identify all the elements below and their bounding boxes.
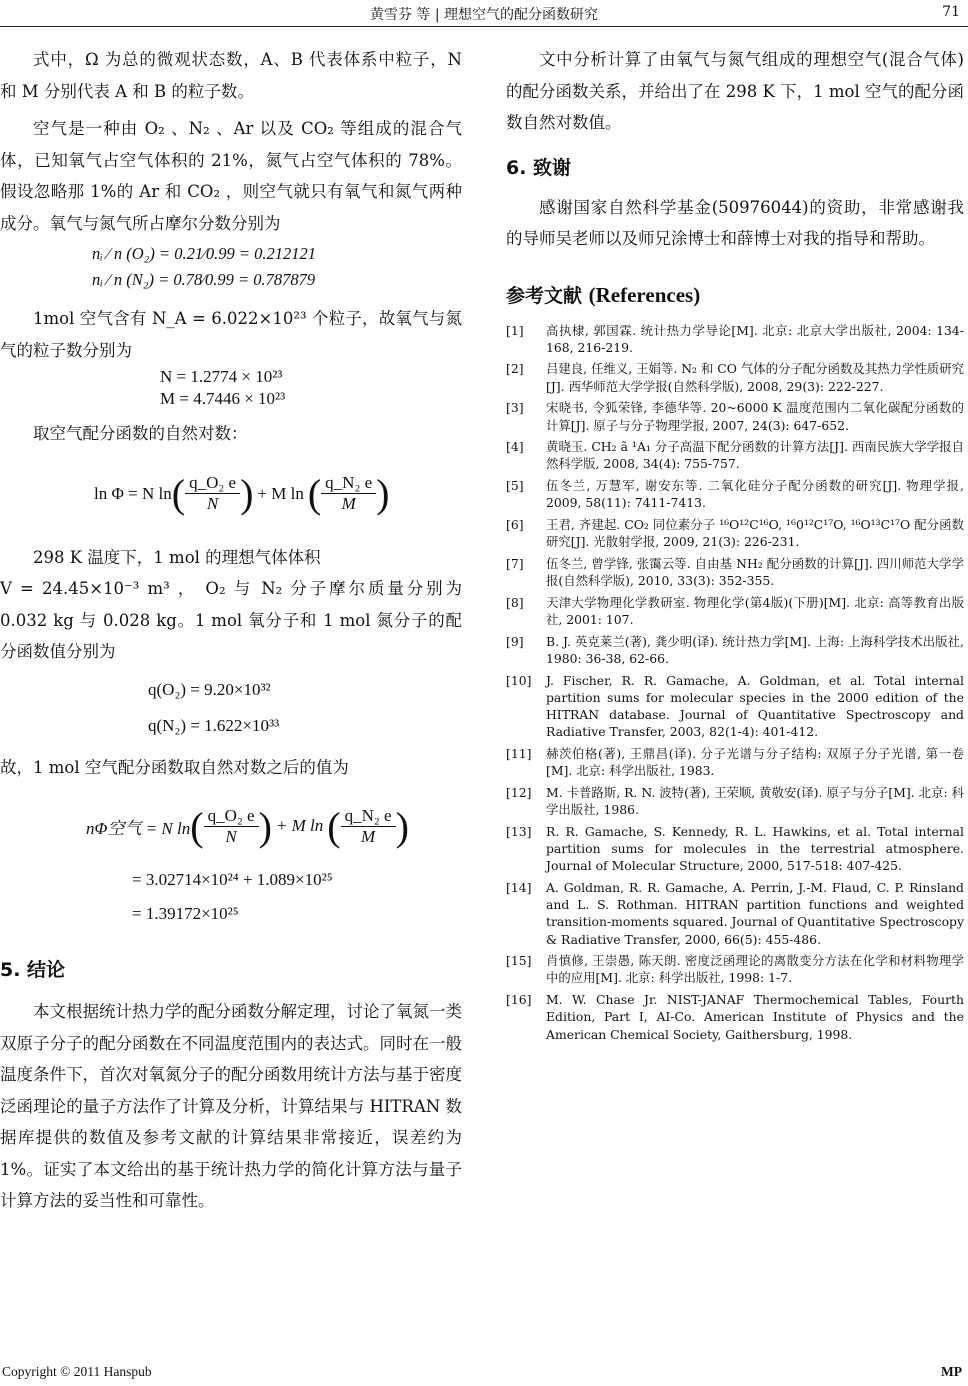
reference-number: [12] bbox=[506, 784, 532, 800]
para-avogadro: 1mol 空气含有 N_A = 6.022×10²³ 个粒子，故氧气与氮气的粒子数分别为 bbox=[0, 309, 462, 360]
references-title-en: (References) bbox=[588, 282, 701, 307]
reference-text: 王君, 齐建起. CO₂ 同位素分子 ¹⁶O¹²C¹⁶O, ¹⁶0¹²C¹⁷O, ¹⁶O¹³C¹⁷O 配分函数研究[J]. 光散射学报, 2009, 21(3): 226-231. bbox=[546, 517, 964, 550]
reference-text: M. 卡普路斯, R. N. 波特(著), 王荣顺, 黄敬安(译). 原子与分子[M]. 北京: 科学出版社, 1986. bbox=[546, 784, 964, 818]
equation-ln-phi bbox=[0, 458, 462, 530]
right-column bbox=[506, 44, 964, 1047]
copyright-notice: Copyright © 2011 Hanspub bbox=[2, 1364, 152, 1379]
references-title-cn: 参考文献 bbox=[506, 284, 583, 307]
air-fraction-n2-numerator: q_N₂ e bbox=[341, 806, 396, 827]
reference-number: [13] bbox=[506, 823, 532, 839]
running-header bbox=[0, 0, 968, 27]
section-6-heading: 6. 致谢 bbox=[506, 156, 572, 179]
references-heading bbox=[506, 281, 964, 308]
para-therefore: 故，1 mol 空气配分函数取自然对数之后的值为 bbox=[0, 757, 349, 777]
reference-item bbox=[506, 399, 964, 433]
right-paren-glyph: ) bbox=[376, 471, 390, 516]
right-paren-glyph: ) bbox=[240, 471, 254, 516]
reference-text: A. Goldman, R. R. Gamache, A. Perrin, J.-M. Flaud, C. P. Rinsland and L. S. Rothman. HITRAN partition functions and weighted transition-moments squared. Journal of Quantitative Spectroscopy & Radiative Transfer, 2000, 66(5): 455-486. bbox=[546, 879, 964, 947]
reference-text: 伍冬兰, 曾学锋, 张霭云等. 自由基 NH₂ 配分函数的计算[J]. 四川师范大学学报(自然科学版), 2010, 33(3): 352-355. bbox=[546, 555, 964, 589]
air-ln-phi-mid: + M ln bbox=[275, 816, 324, 835]
reference-item bbox=[506, 879, 964, 948]
para-298k: 298 K 温度下，1 mol 的理想气体体积 bbox=[33, 547, 321, 567]
reference-item bbox=[506, 672, 964, 741]
equation-air-ln-phi bbox=[0, 789, 462, 863]
reference-item bbox=[506, 477, 964, 511]
reference-text: 肖慎修, 王崇愚, 陈天朗. 密度泛函理论的离散变分方法在化学和材料物理学中的应用[M]. 北京: 科学出版社, 1998: 1-7. bbox=[546, 953, 964, 986]
journal-code: MP bbox=[941, 1364, 962, 1379]
reference-number: [5] bbox=[506, 478, 524, 494]
left-paren-glyph: ( bbox=[171, 471, 186, 516]
equation-q-o2: q(O₂) = 9.20×10³² bbox=[148, 679, 271, 699]
fraction-o2-denominator: N bbox=[206, 494, 219, 513]
section-5-heading: 5. 结论 bbox=[0, 959, 66, 981]
para-conclusion: 本文根据统计热力学的配分函数分解定理，讨论了氧氮一类双原子分子的配分函数在不同温度范围内的表达式。同时在一般温度条件下，首次对氧氮分子的配分函数用统计方法与基于密度泛函理论的量子方法作了计算及分析，计算结果与 HITRAN 数据库提供的数值及参考文献的计算结果非常接近，误差约为 1%。证实了本文给出的基于统计热力学的简化计算方法与量子计算方法的妥当性和可靠性。 bbox=[0, 1002, 462, 1210]
equation-n-count: N = 1.2774 × 10²³ bbox=[160, 367, 283, 386]
fraction-n2 bbox=[321, 473, 376, 514]
reference-item bbox=[506, 438, 964, 472]
equation-air-result-1: = 3.02714×10²⁴ + 1.089×10²⁵ bbox=[132, 870, 333, 889]
fraction-o2-numerator: q_O₂ e bbox=[185, 473, 240, 494]
equation-air-result-2: = 1.39172×10²⁵ bbox=[132, 904, 239, 923]
reference-item bbox=[506, 823, 964, 875]
air-ln-phi-lhs: nΦ空气 = N ln bbox=[86, 818, 191, 838]
reference-number: [3] bbox=[506, 400, 524, 416]
left-paren-glyph: ( bbox=[190, 803, 204, 849]
reference-item bbox=[506, 991, 964, 1043]
reference-text: 高执棣, 郭国霖. 统计热力学导论[M]. 北京: 北京大学出版社, 2004: 134-168, 216-219. bbox=[546, 322, 964, 355]
reference-item bbox=[506, 633, 964, 667]
equation-o2-fraction: nᵢ ∕ n (O₂) = 0.21∕0.99 = 0.212121 bbox=[92, 244, 317, 263]
left-column bbox=[0, 44, 462, 1217]
reference-item bbox=[506, 745, 964, 779]
reference-number: [15] bbox=[506, 953, 532, 969]
air-fraction-o2-denominator: N bbox=[225, 826, 237, 846]
air-fraction-n2-denominator: M bbox=[360, 826, 376, 846]
reference-number: [6] bbox=[506, 517, 524, 533]
air-fraction-o2 bbox=[204, 806, 259, 847]
reference-number: [10] bbox=[506, 672, 532, 688]
para-volume-mass: V = 24.45×10⁻³ m³ ， O₂ 与 N₂ 分子摩尔质量分别为 0.032 kg 与 0.028 kg。1 mol 氧分子和 1 mol 氮分子的配分函数值分别为 bbox=[0, 579, 462, 661]
reference-number: [16] bbox=[506, 992, 532, 1008]
header-title: 黄雪芬 等 | 理想空气的配分函数研究 bbox=[369, 7, 599, 23]
reference-item bbox=[506, 555, 964, 589]
reference-item bbox=[506, 952, 964, 986]
reference-text: R. R. Gamache, S. Kennedy, R. L. Hawkins, et al. Total internal partition sums for molecules in the terrestrial atmosphere. Journal of Molecular Structure, 2000, 517-518: 407-425. bbox=[546, 823, 964, 874]
reference-text: 黄晓玉. CH₂ ã ¹A₁ 分子高温下配分函数的计算方法[J]. 西南民族大学学报自然科学版, 2008, 34(4): 755-757. bbox=[546, 439, 964, 472]
reference-number: [7] bbox=[506, 555, 524, 571]
reference-text: M. W. Chase Jr. NIST-JANAF Thermochemical Tables, Fourth Edition, Part I, AI-Co. American Institute of Physics and the American Chemical Society, Gaithersburg, 1998. bbox=[546, 992, 964, 1042]
para-intro: 式中，Ω 为总的微观状态数，A、B 代表体系中粒子，N 和 M 分别代表 A 和 B 的粒子数。 bbox=[0, 50, 462, 101]
right-paren-glyph: ) bbox=[258, 803, 272, 849]
para-summary: 文中分析计算了由氧气与氮气组成的理想空气(混合气体)的配分函数关系，并给出了在 298 K 下，1 mol 空气的配分函数自然对数值。 bbox=[506, 50, 964, 132]
fraction-n2-denominator: M bbox=[341, 494, 356, 513]
air-fraction-o2-numerator: q_O₂ e bbox=[204, 806, 259, 827]
reference-number: [9] bbox=[506, 633, 524, 649]
reference-text: 宋晓书, 令狐荣锋, 李德华等. 20~6000 K 温度范围内二氧化碳配分函数的计算[J]. 原子与分子物理学报, 2007, 24(3): 647-652. bbox=[546, 400, 964, 433]
para-air-composition: 空气是一种由 O₂ 、N₂ 、Ar 以及 CO₂ 等组成的混合气体，已知氧气占空气体积的 21%，氮气占空气体积的 78%。假设忽略那 1%的 Ar 和 CO₂ ，则空气就只有氧气和氮气两种成分。氧气与氮气所占摩尔分数分别为 bbox=[0, 119, 462, 233]
ln-phi-lhs: ln Φ = N ln bbox=[94, 483, 172, 503]
reference-item bbox=[506, 360, 964, 394]
reference-number: [14] bbox=[506, 879, 532, 895]
equation-m-count: M = 4.7446 × 10²³ bbox=[160, 389, 286, 408]
equation-n2-fraction: nᵢ ∕ n (N₂) = 0.78∕0.99 = 0.787879 bbox=[92, 270, 316, 289]
reference-item bbox=[506, 516, 964, 550]
reference-number: [1] bbox=[506, 322, 524, 338]
reference-list bbox=[506, 322, 964, 1043]
page-number: 71 bbox=[942, 4, 960, 20]
reference-text: 伍冬兰, 万慧军, 谢安东等. 二氧化硅分子配分函数的研究[J]. 物理学报, 2009, 58(11): 7411-7413. bbox=[546, 478, 964, 511]
reference-text: 吕建良, 任维义, 王娟等. N₂ 和 CO 气体的分子配分函数及其热力学性质研究[J]. 西华师范大学学报(自然科学版), 2008, 29(3): 222-227. bbox=[546, 361, 964, 394]
reference-item bbox=[506, 322, 964, 356]
reference-number: [11] bbox=[506, 745, 532, 761]
reference-number: [8] bbox=[506, 594, 524, 610]
reference-text: J. Fischer, R. R. Gamache, A. Goldman, et al. Total internal partition sums for molecular species in the 2000 edition of the HITRAN database. Journal of Quantitative Spectroscopy and Radiative Transfer, 2003, 82(1-4): 401-412. bbox=[546, 672, 964, 740]
ln-phi-mid: + M ln bbox=[257, 483, 304, 503]
left-paren-glyph: ( bbox=[327, 803, 341, 849]
fraction-o2 bbox=[185, 473, 240, 514]
reference-item bbox=[506, 594, 964, 628]
reference-text: 天津大学物理化学教研室. 物理化学(第4版)(下册)[M]. 北京: 高等教育出版社, 2001: 107. bbox=[546, 594, 964, 628]
reference-text: B. J. 英克莱兰(著), 龚少明(译). 统计热力学[M]. 上海: 上海科学技术出版社, 1980: 36-38, 62-66. bbox=[546, 633, 964, 666]
reference-number: [2] bbox=[506, 361, 524, 377]
reference-number: [4] bbox=[506, 439, 524, 455]
para-take-log: 取空气配分函数的自然对数： bbox=[33, 424, 248, 443]
fraction-n2-numerator: q_N₂ e bbox=[321, 473, 376, 494]
reference-item bbox=[506, 784, 964, 818]
left-paren-glyph: ( bbox=[307, 471, 322, 516]
right-paren-glyph: ) bbox=[395, 803, 409, 849]
para-acknowledgement: 感谢国家自然科学基金(50976044)的资助，非常感谢我的导师吴老师以及师兄涂博士和薛博士对我的指导和帮助。 bbox=[506, 197, 964, 248]
reference-text: 赫茨伯格(著), 王鼎昌(译). 分子光谱与分子结构: 双原子分子光谱, 第一卷[M]. 北京: 科学出版社, 1983. bbox=[546, 745, 964, 779]
equation-q-n2: q(N₂) = 1.622×10³³ bbox=[148, 715, 280, 735]
air-fraction-n2 bbox=[341, 806, 396, 847]
